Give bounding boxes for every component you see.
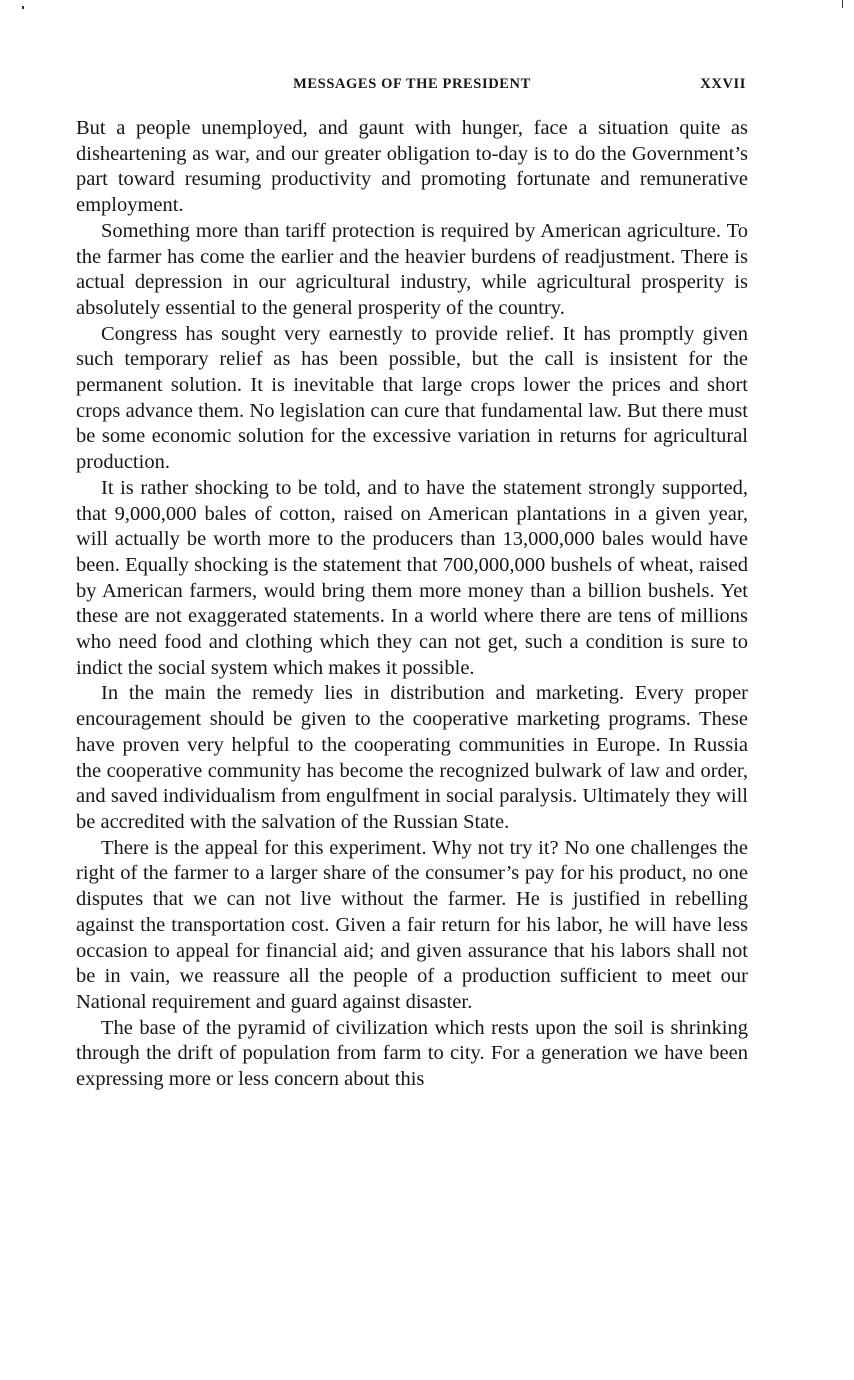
paragraph: But a people unemployed, and gaunt with hunger, face a situation quite as disheartening as war, and our greater obligation to-day is to do the Government’s part toward resuming productivity and promoting fortunate and remunerative employment. (76, 117, 748, 217)
page-number: XXVII (700, 76, 746, 92)
paragraph: The base of the pyramid of civilization which rests upon the soil is shrinking through the drift of population from farm to city. For a generation we have been expressing more or less concern about this (76, 1016, 748, 1091)
scan-mark (22, 6, 24, 9)
paragraph: In the main the remedy lies in distribution and marketing. Every proper encouragement should be given to the cooperative marketing programs. These have proven very helpful to the cooperating communities in Europe. In Russia the cooperative community has become the recognized bulwark of law and order, and saved individualism from engulfment in social paralysis. Ultimately they will be accredited with the salvation of the Russian State. (76, 682, 748, 833)
paragraph: There is the appeal for this experiment. Why not try it? No one challenges the right of the farmer to a larger share of the consumer’s pay for his product, no one disputes that we can not live without the farmer. He is justified in rebelling against the transportation cost. Given a fair return for his labor, he will have less occasion to appeal for financial aid; and given assurance that his labors shall not be in vain, we reassure all the people of a production sufficient to meet our National requirement and guard against disaster. (76, 836, 748, 1013)
page-header (76, 76, 748, 98)
paragraph: It is rather shocking to be told, and to have the statement strongly supported, that 9,000,000 bales of cotton, raised on American plantations in a given year, will actually be worth more to the producers than 13,000,000 bales would have been. Equally shocking is the statement that 700,000,000 bushels of wheat, raised by American farmers, would bring them more money than a billion bushels. Yet these are not exaggerated statements. In a world where there are tens of millions who need food and clothing which they can not get, such a condition is sure to indict the social system which makes it possible. (76, 476, 748, 679)
scan-mark (842, 0, 843, 8)
paragraph: Congress has sought very earnestly to provide relief. It has promptly given such temporary relief as has been possible, but the call is insistent for the permanent solution. It is inevitable that large crops lower the prices and short crops advance them. No legislation can cure that fundamental law. But there must be some economic solution for the excessive variation in returns for agricultural production. (76, 322, 748, 474)
paragraph: Something more than tariff protection is required by American agriculture. To the farmer has come the earlier and the heavier burdens of readjustment. There is actual depression in our agricultural industry, while agricultural prosperity is absolutely essential to the general prosperity of the country. (76, 219, 748, 319)
body-text (76, 116, 748, 1093)
running-title: MESSAGES OF THE PRESIDENT (293, 76, 531, 92)
